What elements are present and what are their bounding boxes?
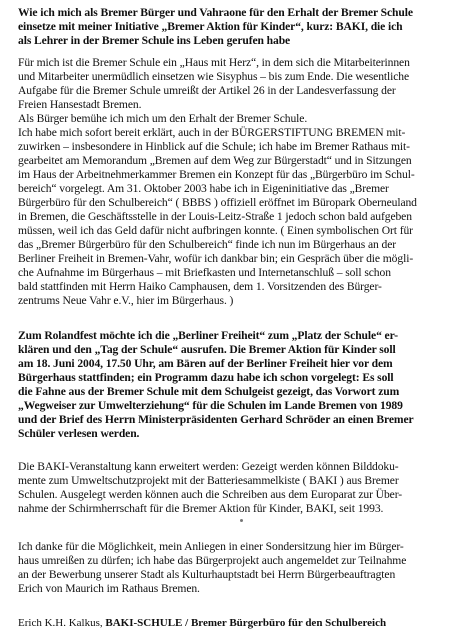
text-line: bereich“ vorgelegt. Am 31. Oktober 2003 habe ich in Eigeninitiative das „Bremer	[18, 182, 389, 195]
text-line: das „Bremer Bürgerbüro für den Schulbereich“ finde ich nun im Bürgerhaus an der	[18, 238, 397, 251]
text-line: zuwirken – insbesondere in Hinblick auf die Schule; ich habe im Bremer Rathaus mit-	[18, 140, 410, 153]
text-line: Bürgerbüro für den Schulbereich“ ( BBBS ) offiziell eröffnet im Büropark Oberneuland	[18, 196, 417, 209]
text-line: klären und den „Tag der Schule“ ausrufen. Die Bremer Aktion für Kinder soll	[18, 343, 396, 356]
document-heading	[18, 6, 462, 48]
text-line: zentrums Neue Vahr e.V., hier im Bürgerhaus. )	[18, 294, 234, 307]
text-line: nahme der Schirmherrschaft für die Bremer Aktion für Kinder, BAKI, seit 1993.	[18, 502, 384, 515]
text-line: Schüler verlesen werden.	[18, 427, 140, 440]
text-line: Schulen. Ausgelegt werden können auch die Schreiben aus dem Europarat zur Über-	[18, 488, 402, 501]
text-line: Erich von Maurich im Rathaus Bremen.	[18, 582, 200, 595]
text-line: in Bremen, die Geschäftsstelle in der Louis-Leitz-Straße 1 jedoch schon bald aufgeben	[18, 210, 412, 223]
text-line: die Fahne aus der Bremer Schule mit dem Schulgeist gezeigt, das Vorwort zum	[18, 385, 400, 398]
text-line: Zum Rolandfest möchte ich die „Berliner Freiheit“ zum „Platz der Schule“ er-	[18, 329, 398, 342]
signature-line	[18, 616, 462, 630]
text-line: als Lehrer in der Bremer Schule ins Leben gerufen habe	[18, 34, 291, 47]
text-line: am 18. Juni 2004, 17.50 Uhr, am Bären auf der Berliner Freiheit hier vor dem	[18, 357, 393, 370]
text-line: Ich habe mich sofort bereit erklärt, auch in der BÜRGERSTIFTUNG BREMEN mit-	[18, 126, 406, 139]
rolandfest-paragraph	[18, 329, 462, 441]
text-line: bald stattfinden mit Herrn Haiko Camphausen, dem 1. Vorsitzenden des Bürger-	[18, 280, 382, 293]
text-line: Als Bürger bemühe ich mich um den Erhalt der Bremer Schule.	[18, 112, 308, 125]
intro-paragraph	[18, 56, 462, 308]
text-line: und Mitarbeiter unermüdlich einsetzen wie Sisyphus – bis zum Ende. Die wesentliche	[18, 70, 410, 83]
scan-speck	[240, 519, 243, 522]
text-line: „Wegweiser zur Umwelterziehung“ für die Schulen im Lande Bremen von 1989	[18, 399, 403, 412]
text-line: Aufgabe für die Bremer Schule umreißt der Artikel 26 in der Landesverfassung der	[18, 84, 396, 97]
text-line: mente zum Umweltschutzprojekt mit der Batteriesammelkiste ( BAKI ) aus Bremer	[18, 474, 399, 487]
text-line: Berliner Freiheit in Bremen-Vahr, wofür ich dankbar bin; ein Gespräch über die mögli-	[18, 252, 414, 265]
text-line: Für mich ist die Bremer Schule ein „Haus mit Herz“, in dem sich die Mitarbeiterinnen	[18, 56, 410, 69]
text-line: Bürgerhaus stattfinden; ein Programm dazu habe ich schon vorgelegt: Es soll	[18, 371, 394, 384]
text-line: gearbeitet am Memorandum „Bremen auf dem Weg zur Bürgerstadt“ und in Sitzungen	[18, 154, 412, 167]
text-line: che Aufnahme im Bürgerhaus – mit Briefkasten und Internetanschluß – soll schon	[18, 266, 391, 279]
text-line: Ich danke für die Möglichkeit, mein Anliegen in einer Sondersitzung hier im Bürger-	[18, 540, 404, 553]
text-line: Die BAKI-Veranstaltung kann erweitert werden: Gezeigt werden können Bilddoku-	[18, 460, 399, 473]
text-line: Freien Hansestadt Bremen.	[18, 98, 142, 111]
text-line: haus umreißen zu dürfen; ich habe das Bürgerprojekt auch angemeldet zur Teilnahme	[18, 554, 407, 567]
thanks-paragraph	[18, 540, 462, 596]
text-line: im Haus der Arbeitnehmerkammer Bremen ein Konzept für das „Bürgerbüro im Schul-	[18, 168, 415, 181]
signature-name: Erich K.H. Kalkus,	[18, 617, 106, 629]
text-line: und der Brief des Herrn Ministerpräsidenten Gerhard Schröder an einen Bremer	[18, 413, 414, 426]
text-line: müssen, weil ich das Geld dafür nicht aufbringen konnte. ( Einen symbolischen Ort für	[18, 224, 413, 237]
text-line: einsetze mit meiner Initiative „Bremer Aktion für Kinder“, kurz: BAKI, die ich	[18, 20, 403, 33]
text-line: Wie ich mich als Bremer Bürger und Vahraone für den Erhalt der Bremer Schule	[18, 6, 413, 19]
text-line: an der Bewerbung unserer Stadt als Kulturhauptstadt bei Herrn Bürgerbeauftragten	[18, 568, 396, 581]
signature-organization: BAKI-SCHULE / Bremer Bürgerbüro für den Schulbereich	[105, 617, 387, 629]
baki-event-paragraph	[18, 460, 462, 516]
